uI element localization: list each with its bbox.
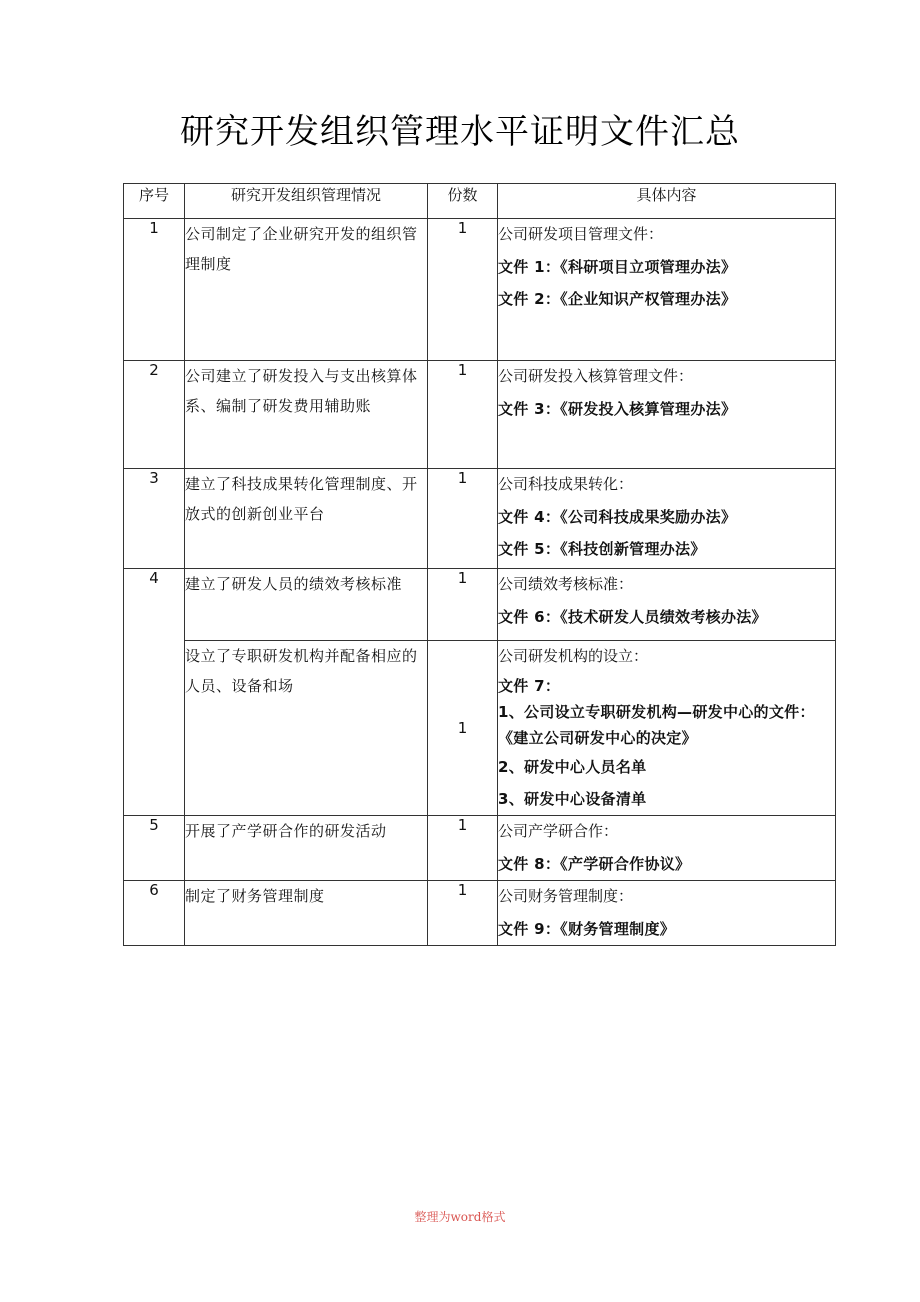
row-content	[498, 361, 836, 469]
row-description: 建立了科技成果转化管理制度、开放式的创新创业平台	[185, 469, 428, 569]
table-row	[124, 219, 836, 361]
row-seq: 6	[124, 881, 185, 946]
row-content	[498, 569, 836, 641]
file-item: 文件 9：《财务管理制度》	[498, 920, 676, 938]
row-count: 1	[428, 641, 498, 816]
file-item: 文件 1：《科研项目立项管理办法》	[498, 258, 737, 276]
row-description: 开展了产学研合作的研发活动	[185, 816, 428, 881]
header-content: 具体内容	[498, 184, 836, 219]
row-count: 1	[428, 569, 498, 641]
file-item: 3、研发中心设备清单	[498, 790, 647, 808]
footer-note: 整理为word格式	[414, 1210, 506, 1224]
summary-table	[123, 183, 836, 946]
content-intro: 公司研发机构的设立：	[498, 647, 649, 665]
file-item: 文件 8：《产学研合作协议》	[498, 855, 691, 873]
content-intro: 公司财务管理制度：	[498, 887, 634, 905]
document-title: 研究开发组织管理水平证明文件汇总	[180, 112, 740, 152]
row-content	[498, 881, 836, 946]
table-row	[124, 469, 836, 569]
file-item: 文件 3：《研发投入核算管理办法》	[498, 400, 737, 418]
table-row	[124, 361, 836, 469]
row-content	[498, 219, 836, 361]
row-content	[498, 641, 836, 816]
file-item: 文件 2：《企业知识产权管理办法》	[498, 290, 737, 308]
table-row	[124, 641, 836, 816]
file-item: 1、公司设立专职研发机构—研发中心的文件：《建立公司研发中心的决定》	[498, 703, 815, 747]
header-count: 份数	[428, 184, 498, 219]
content-intro: 公司产学研合作：	[498, 822, 619, 840]
file-item: 2、研发中心人员名单	[498, 758, 647, 776]
file-item: 文件 5：《科技创新管理办法》	[498, 540, 706, 558]
row-content	[498, 469, 836, 569]
row-count: 1	[428, 469, 498, 569]
row-description: 公司制定了企业研究开发的组织管理制度	[185, 219, 428, 361]
content-intro: 公司绩效考核标准：	[498, 575, 634, 593]
content-intro: 公司研发投入核算管理文件：	[498, 367, 694, 385]
row-seq: 5	[124, 816, 185, 881]
content-intro: 公司研发项目管理文件：	[498, 225, 664, 243]
row-description: 制定了财务管理制度	[185, 881, 428, 946]
row-seq: 2	[124, 361, 185, 469]
table-row	[124, 569, 836, 641]
row-count: 1	[428, 219, 498, 361]
file-item: 文件 4：《公司科技成果奖励办法》	[498, 508, 737, 526]
row-count: 1	[428, 361, 498, 469]
row-seq: 1	[124, 219, 185, 361]
row-description: 建立了研发人员的绩效考核标准	[185, 569, 428, 641]
file-item: 文件 6：《技术研发人员绩效考核办法》	[498, 608, 767, 626]
table-header-row	[124, 184, 836, 219]
row-seq: 4	[124, 569, 185, 816]
table-row	[124, 881, 836, 946]
row-seq: 3	[124, 469, 185, 569]
row-content	[498, 816, 836, 881]
file-item: 文件 7：	[498, 677, 561, 695]
row-count: 1	[428, 816, 498, 881]
content-intro: 公司科技成果转化：	[498, 475, 634, 493]
row-description: 设立了专职研发机构并配备相应的人员、设备和场	[185, 641, 428, 816]
row-count: 1	[428, 881, 498, 946]
table-row	[124, 816, 836, 881]
row-description: 公司建立了研发投入与支出核算体系、编制了研发费用辅助账	[185, 361, 428, 469]
header-situation: 研究开发组织管理情况	[185, 184, 428, 219]
header-seq: 序号	[124, 184, 185, 219]
